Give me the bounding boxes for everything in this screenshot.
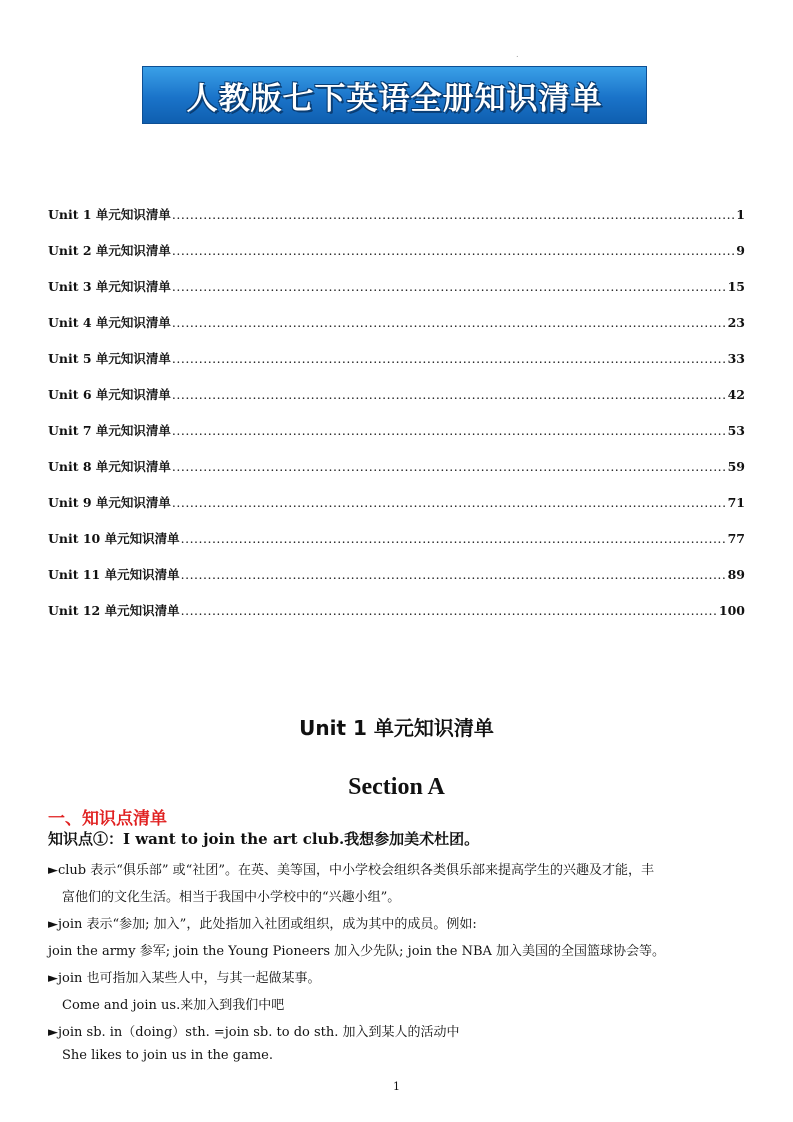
- toc-entry-label: Unit 11 单元知识清单: [48, 567, 180, 582]
- toc-leader-dots: [172, 387, 727, 402]
- toc-entry-label: Unit 10 单元知识清单: [48, 531, 180, 546]
- toc-leader-dots: [181, 567, 727, 582]
- toc-entry-page: 89: [727, 567, 745, 582]
- toc-leader-dots: [172, 279, 727, 294]
- knowledge-list-heading: 一、知识点清单: [48, 809, 167, 829]
- body-line: ►club 表示“俱乐部” 或“社团”。在英、美等国，中小学校会组织各类俱乐部来提高学生的兴趣及才能，丰: [48, 863, 654, 878]
- toc-entry-page: 33: [727, 351, 745, 366]
- unit-title: Unit 1 单元知识清单: [299, 716, 494, 740]
- toc-entry[interactable]: [48, 241, 745, 277]
- toc-entry-page: 100: [718, 603, 745, 618]
- toc-entry[interactable]: [48, 349, 745, 385]
- toc-leader-dots: [181, 531, 727, 546]
- toc-entry-label: Unit 7 单元知识清单: [48, 423, 171, 438]
- toc-leader-dots: [172, 459, 727, 474]
- knowledge-point-title: 知识点①：I want to join the art club.我想参加美术杜团。: [48, 830, 480, 848]
- toc-entry-label: Unit 12 单元知识清单: [48, 603, 180, 618]
- toc-entry[interactable]: [48, 385, 745, 421]
- toc-entry[interactable]: [48, 205, 745, 241]
- toc-leader-dots: [172, 423, 727, 438]
- toc-entry-page: 23: [727, 315, 745, 330]
- toc-entry-label: Unit 4 单元知识清单: [48, 315, 171, 330]
- decorative-dot: .: [516, 50, 519, 59]
- example-line: She likes to join us in the game.: [62, 1048, 273, 1063]
- toc-entry-label: Unit 5 单元知识清单: [48, 351, 171, 366]
- toc-entry-label: Unit 3 单元知识清单: [48, 279, 171, 294]
- toc-entry-label: Unit 1 单元知识清单: [48, 207, 171, 222]
- toc-entry-page: 42: [727, 387, 745, 402]
- toc-entry-page: 71: [727, 495, 745, 510]
- body-line: join the army 参军; join the Young Pioneers 加入少先队; join the NBA 加入美国的全国篮球协会等。: [48, 944, 666, 959]
- toc-entry[interactable]: [48, 529, 745, 565]
- toc-entry-page: 15: [727, 279, 745, 294]
- toc-leader-dots: [172, 351, 727, 366]
- toc-entry-page: 59: [727, 459, 745, 474]
- toc-entry-label: Unit 6 单元知识清单: [48, 387, 171, 402]
- example-line: Come and join us.来加入到我们中吧: [62, 998, 285, 1013]
- toc-leader-dots: [172, 207, 735, 222]
- toc-entry[interactable]: [48, 313, 745, 349]
- toc-entry-page: 77: [727, 531, 745, 546]
- table-of-contents: [48, 205, 745, 637]
- page-number: 1: [393, 1080, 400, 1093]
- body-line: ►join 也可指加入某些人中，与其一起做某事。: [48, 971, 321, 986]
- toc-entry[interactable]: [48, 457, 745, 493]
- toc-leader-dots: [172, 315, 727, 330]
- body-line: ►join sb. in（doing）sth. =join sb. to do sth. 加入到某人的活动中: [48, 1025, 460, 1040]
- toc-entry[interactable]: [48, 601, 745, 637]
- toc-entry[interactable]: [48, 493, 745, 529]
- title-banner: [142, 66, 647, 124]
- toc-entry[interactable]: [48, 421, 745, 457]
- body-line: ►join 表示“参加; 加入”，此处指加入社团或组织，成为其中的成员。例如:: [48, 917, 477, 932]
- toc-entry-label: Unit 8 单元知识清单: [48, 459, 171, 474]
- banner-title: 人教版七下英语全册知识清单: [186, 80, 603, 117]
- toc-entry-page: 53: [727, 423, 745, 438]
- toc-entry-page: 1: [736, 207, 745, 222]
- toc-entry-label: Unit 2 单元知识清单: [48, 243, 171, 258]
- toc-entry-page: 9: [736, 243, 745, 258]
- toc-entry[interactable]: [48, 277, 745, 313]
- toc-leader-dots: [181, 603, 718, 618]
- section-title: Section A: [348, 774, 445, 800]
- toc-leader-dots: [172, 495, 727, 510]
- toc-leader-dots: [172, 243, 735, 258]
- toc-entry[interactable]: [48, 565, 745, 601]
- body-line: 富他们的文化生活。相当于我国中小学校中的“兴趣小组”。: [62, 890, 401, 905]
- toc-entry-label: Unit 9 单元知识清单: [48, 495, 171, 510]
